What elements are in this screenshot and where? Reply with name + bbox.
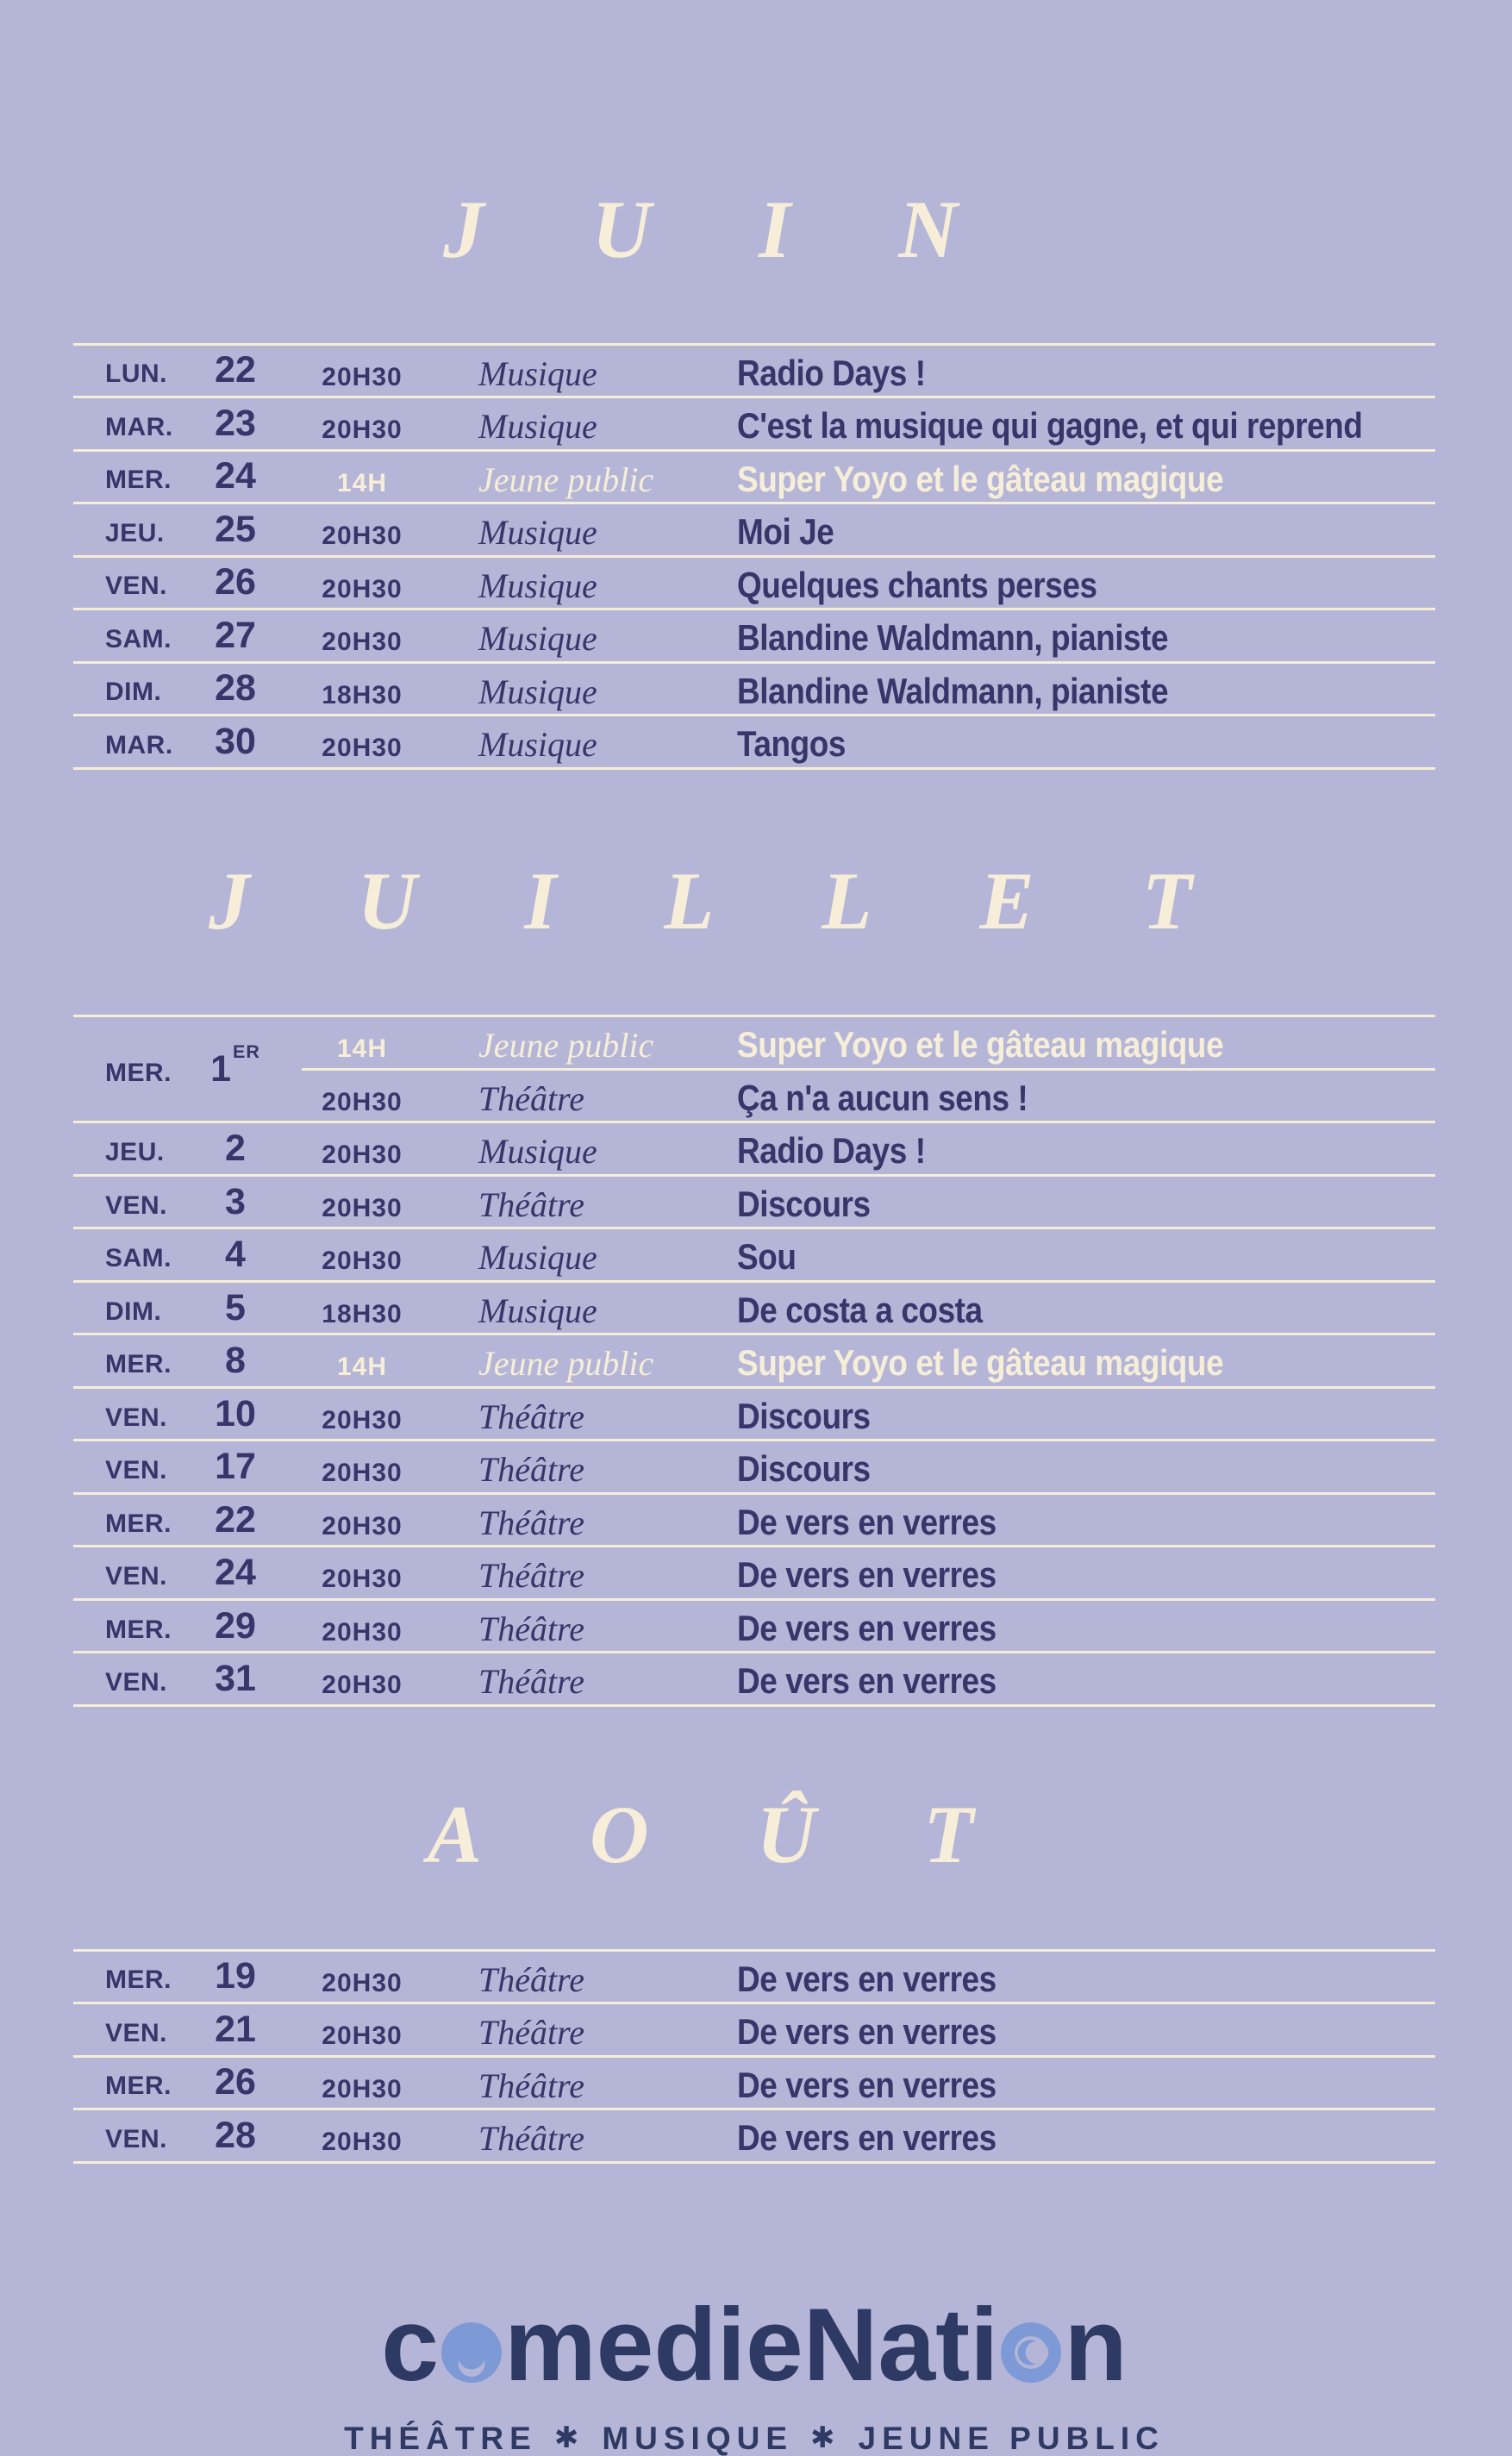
event-date-block <box>73 455 302 497</box>
comedie-nation-logo <box>73 2286 1435 2403</box>
date-number: 31 <box>215 1658 256 1700</box>
tagline <box>73 2422 1435 2454</box>
day-label: MER. <box>105 2072 172 2101</box>
event-date-block <box>73 720 302 762</box>
event-entry <box>302 2004 1435 2055</box>
event-row <box>73 504 1435 558</box>
time-label: 18H30 <box>322 1299 403 1328</box>
date-label <box>188 1041 283 1090</box>
date-number: 30 <box>215 720 256 762</box>
date-label <box>188 349 283 391</box>
event-entry <box>302 1177 1435 1228</box>
event-entries <box>302 452 1435 503</box>
event-entry <box>302 1601 1435 1652</box>
show-title: Discours <box>737 1395 871 1436</box>
event-date-block <box>73 1604 302 1647</box>
date-number: 26 <box>215 2061 256 2103</box>
day-label: VEN. <box>105 1403 168 1432</box>
date-number: 26 <box>215 561 256 603</box>
day-label: VEN. <box>105 1191 168 1220</box>
event-date-block <box>73 1128 302 1170</box>
event-date-block <box>73 667 302 709</box>
event-row <box>73 664 1435 717</box>
event-date-block <box>73 349 302 391</box>
date-number: 24 <box>215 1552 256 1594</box>
time-label: 20H30 <box>322 1247 403 1276</box>
category-label: Jeune public <box>478 1026 654 1066</box>
event-entry <box>302 2058 1435 2109</box>
category-label: Théâtre <box>478 1397 584 1436</box>
show-title: De vers en verres <box>737 1501 997 1542</box>
show-title: Blandine Waldmann, pianiste <box>737 670 1169 711</box>
event-row <box>73 1123 1435 1177</box>
event-entry <box>302 504 1435 555</box>
show-title: C'est la musique qui gagne, et qui reprend <box>737 405 1363 447</box>
day-label: JEU. <box>105 1138 165 1167</box>
date-number: 22 <box>215 1498 256 1540</box>
event-entry <box>302 1653 1435 1704</box>
event-row <box>73 1017 1435 1123</box>
event-row <box>73 398 1435 452</box>
date-number: 4 <box>225 1234 246 1276</box>
date-label <box>188 1955 283 1997</box>
event-entry <box>302 1952 1435 2003</box>
event-date-block <box>73 1552 302 1594</box>
date-number: 10 <box>215 1392 256 1434</box>
event-entry <box>302 398 1447 449</box>
month-section <box>73 68 1435 770</box>
logo-text-pre: c <box>381 2286 439 2403</box>
date-number: 29 <box>215 1604 256 1647</box>
date-label <box>188 1446 283 1488</box>
tagline-musique: MUSIQUE <box>602 2420 794 2456</box>
time-label: 20H30 <box>322 416 403 445</box>
event-entry <box>302 1229 1435 1280</box>
time-label: 20H30 <box>322 1511 403 1540</box>
date-number: 24 <box>215 455 256 497</box>
event-entries <box>302 1601 1435 1652</box>
day-label: DIM. <box>105 1297 162 1326</box>
day-label: VEN. <box>105 572 168 601</box>
category-label: Musique <box>478 619 597 659</box>
category-label: Théâtre <box>478 2119 584 2159</box>
month-title: JUIN <box>443 183 1065 275</box>
month-section <box>73 838 1435 1707</box>
month-title: JUILLET <box>209 855 1300 947</box>
date-number: 25 <box>215 508 256 550</box>
event-entries <box>302 716 1435 767</box>
event-row <box>73 2110 1435 2164</box>
day-label: MER. <box>105 1509 172 1538</box>
date-label <box>188 1552 283 1594</box>
date-label <box>188 667 283 709</box>
event-entries <box>302 1441 1435 1492</box>
event-entries <box>302 1952 1435 2003</box>
month-table <box>73 1015 1435 1707</box>
category-label: Musique <box>478 1290 597 1330</box>
event-row <box>73 346 1435 399</box>
day-label: JEU. <box>105 518 165 547</box>
tagline-jeune-public: JEUNE PUBLIC <box>858 2420 1165 2456</box>
event-row <box>73 1389 1435 1442</box>
event-date-block <box>73 1180 302 1222</box>
date-label <box>188 1658 283 1700</box>
event-entry <box>302 1283 1435 1334</box>
show-title: De costa a costa <box>737 1289 983 1330</box>
show-title: Blandine Waldmann, pianiste <box>737 617 1169 659</box>
date-number: 17 <box>215 1446 256 1488</box>
date-label <box>188 1340 283 1382</box>
time-label: 20H30 <box>322 1193 403 1222</box>
time-label: 20H30 <box>322 2022 403 2051</box>
event-entries <box>302 1123 1435 1174</box>
event-row <box>73 1335 1435 1389</box>
event-entry <box>302 1441 1435 1492</box>
month-table <box>73 1949 1435 2164</box>
day-label: MER. <box>105 1350 172 1379</box>
event-entry <box>302 664 1435 715</box>
category-label: Théâtre <box>478 1556 584 1596</box>
day-label: VEN. <box>105 1456 168 1485</box>
day-label: MAR. <box>105 412 173 441</box>
time-label: 20H30 <box>322 1968 403 1997</box>
day-label: MER. <box>105 1965 172 1995</box>
date-label <box>188 1604 283 1647</box>
event-date-block <box>73 2008 302 2050</box>
asterisk-icon: ✱ <box>553 2420 585 2455</box>
show-title: Tangos <box>737 723 847 765</box>
event-entries <box>302 1283 1435 1334</box>
event-date-block <box>73 1234 302 1276</box>
event-date-block <box>73 402 302 444</box>
time-label: 20H30 <box>322 1617 403 1647</box>
event-entries <box>302 1335 1435 1386</box>
day-label: MER. <box>105 466 172 495</box>
event-date-block <box>73 1041 302 1090</box>
date-number: 19 <box>215 1955 256 1997</box>
event-entries <box>302 504 1435 555</box>
event-entry <box>302 2110 1435 2161</box>
event-row <box>73 2004 1435 2058</box>
program-poster <box>0 68 1512 2456</box>
date-label <box>188 614 283 656</box>
time-label: 14H <box>336 468 388 497</box>
event-row <box>73 1283 1435 1336</box>
time-label: 20H30 <box>322 1087 403 1116</box>
event-entry <box>302 1123 1435 1174</box>
date-label <box>188 561 283 603</box>
event-row <box>73 1547 1435 1601</box>
category-label: Théâtre <box>478 1609 584 1648</box>
category-label: Théâtre <box>478 2013 584 2053</box>
time-label: 20H30 <box>322 628 403 657</box>
date-label <box>188 2114 283 2156</box>
show-title: De vers en verres <box>737 2064 997 2105</box>
day-label: VEN. <box>105 2018 168 2047</box>
category-label: Théâtre <box>478 1184 584 1224</box>
event-row <box>73 558 1435 611</box>
event-row <box>73 610 1435 664</box>
event-row <box>73 1952 1435 2005</box>
event-entries <box>302 1389 1435 1440</box>
time-label: 14H <box>336 1034 388 1064</box>
show-title: De vers en verres <box>737 2117 997 2159</box>
show-title: De vers en verres <box>737 1607 997 1648</box>
date-superscript: ER <box>233 1041 260 1062</box>
show-title: De vers en verres <box>737 2011 997 2053</box>
event-row <box>73 716 1435 770</box>
show-title: Sou <box>737 1236 797 1278</box>
day-label: MER. <box>105 1615 172 1644</box>
category-label: Théâtre <box>478 1662 584 1702</box>
event-entries <box>302 2110 1435 2161</box>
category-label: Musique <box>478 1132 597 1172</box>
time-label: 20H30 <box>322 1459 403 1488</box>
event-entries <box>302 1547 1435 1598</box>
category-label: Musique <box>478 1238 597 1278</box>
category-label: Musique <box>478 725 597 765</box>
event-date-block <box>73 1392 302 1434</box>
date-label <box>188 2008 283 2050</box>
event-row <box>73 1601 1435 1654</box>
date-label <box>188 455 283 497</box>
month-title: AOÛT <box>427 1789 1082 1881</box>
event-entry <box>302 1068 1435 1122</box>
event-row <box>73 1495 1435 1548</box>
event-date-block <box>73 2061 302 2103</box>
event-entries <box>302 2058 1435 2109</box>
event-entry <box>302 452 1435 503</box>
moon-crescent-icon <box>1001 2322 1061 2383</box>
event-entries <box>302 558 1435 609</box>
day-label: LUN. <box>105 359 167 389</box>
day-label: VEN. <box>105 1668 168 1697</box>
date-number: 2 <box>225 1128 246 1170</box>
event-entries <box>302 664 1435 715</box>
show-title: De vers en verres <box>737 1660 997 1702</box>
category-label: Théâtre <box>478 1959 584 1999</box>
date-number: 27 <box>215 614 256 656</box>
category-label: Musique <box>478 513 597 553</box>
date-label <box>188 402 283 444</box>
category-label: Théâtre <box>478 1450 584 1490</box>
show-title: Quelques chants perses <box>737 564 1097 605</box>
event-entries <box>302 1653 1435 1704</box>
event-row <box>73 2058 1435 2111</box>
event-entries <box>302 1495 1435 1546</box>
time-label: 20H30 <box>322 734 403 763</box>
logo-text-end: n <box>1064 2286 1128 2403</box>
event-entry <box>302 1547 1435 1598</box>
month-sections <box>73 68 1435 2164</box>
date-number: 3 <box>225 1180 246 1222</box>
event-date-block <box>73 614 302 656</box>
event-entry <box>302 558 1435 609</box>
event-entries <box>302 1017 1435 1121</box>
asterisk-icon: ✱ <box>810 2420 841 2455</box>
footer <box>73 2286 1435 2456</box>
date-number: 28 <box>215 667 256 709</box>
event-entries <box>302 610 1435 661</box>
event-date-block <box>73 1446 302 1488</box>
time-label: 20H30 <box>322 1405 403 1434</box>
category-label: Théâtre <box>478 2065 584 2105</box>
day-label: MER. <box>105 1058 172 1087</box>
show-title: Discours <box>737 1183 871 1224</box>
event-date-block <box>73 1955 302 1997</box>
date-number: 28 <box>215 2114 256 2156</box>
month-table <box>73 343 1435 770</box>
event-entry <box>302 1017 1435 1068</box>
time-label: 14H <box>336 1353 388 1382</box>
category-label: Théâtre <box>478 1503 584 1542</box>
day-label: DIM. <box>105 678 162 707</box>
show-title: De vers en verres <box>737 1958 997 1999</box>
event-row <box>73 1177 1435 1230</box>
category-label: Jeune public <box>478 1344 654 1384</box>
category-label: Musique <box>478 566 597 605</box>
date-number: 5 <box>225 1286 246 1328</box>
date-number: 8 <box>225 1340 246 1382</box>
tagline-theatre: THÉÂTRE <box>344 2420 537 2456</box>
category-label: Musique <box>478 407 597 447</box>
date-label <box>188 1234 283 1276</box>
show-title: Discours <box>737 1448 871 1490</box>
category-label: Jeune public <box>478 459 654 499</box>
day-label: SAM. <box>105 1244 172 1273</box>
date-label <box>188 1498 283 1540</box>
date-label <box>188 508 283 550</box>
event-entries <box>302 1229 1435 1280</box>
event-entries <box>302 1177 1435 1228</box>
show-title: Moi Je <box>737 511 834 553</box>
show-title: Radio Days ! <box>737 1130 926 1172</box>
event-date-block <box>73 508 302 550</box>
event-date-block <box>73 561 302 603</box>
show-title: De vers en verres <box>737 1554 997 1596</box>
show-title: Super Yoyo et le gâteau magique <box>737 1024 1224 1066</box>
event-date-block <box>73 1498 302 1540</box>
date-number: 22 <box>215 349 256 391</box>
event-row <box>73 1653 1435 1707</box>
event-entries <box>302 2004 1435 2055</box>
date-label <box>188 1392 283 1434</box>
event-entry <box>302 1389 1435 1440</box>
category-label: Théâtre <box>478 1078 584 1118</box>
date-number: 1 <box>210 1047 232 1090</box>
show-title: Ça n'a aucun sens ! <box>737 1077 1028 1118</box>
event-entry <box>302 346 1435 397</box>
date-number: 23 <box>215 402 256 444</box>
time-label: 20H30 <box>322 1671 403 1700</box>
time-label: 18H30 <box>322 680 403 709</box>
time-label: 20H30 <box>322 2128 403 2157</box>
date-label <box>188 1180 283 1222</box>
event-entry <box>302 1335 1435 1386</box>
event-row <box>73 452 1435 505</box>
event-entry <box>302 716 1435 767</box>
time-label: 20H30 <box>322 362 403 391</box>
event-date-block <box>73 1658 302 1700</box>
event-entries <box>302 398 1447 449</box>
event-date-block <box>73 2114 302 2156</box>
time-label: 20H30 <box>322 522 403 551</box>
category-label: Musique <box>478 353 597 393</box>
event-date-block <box>73 1286 302 1328</box>
date-label <box>188 720 283 762</box>
logo-text-mid: medieNati <box>503 2286 999 2403</box>
date-label <box>188 2061 283 2103</box>
show-title: Super Yoyo et le gâteau magique <box>737 458 1224 499</box>
moon-smile-icon <box>441 2322 502 2383</box>
date-label <box>188 1286 283 1328</box>
event-row <box>73 1441 1435 1495</box>
event-entry <box>302 1495 1435 1546</box>
event-entry <box>302 610 1435 661</box>
day-label: SAM. <box>105 624 172 653</box>
event-date-block <box>73 1340 302 1382</box>
day-label: VEN. <box>105 2124 168 2153</box>
event-row <box>73 1229 1435 1283</box>
category-label: Musique <box>478 672 597 711</box>
date-label <box>188 1128 283 1170</box>
month-section <box>73 1775 1435 2164</box>
day-label: MAR. <box>105 730 173 759</box>
date-number: 21 <box>215 2008 256 2050</box>
show-title: Radio Days ! <box>737 352 926 393</box>
time-label: 20H30 <box>322 574 403 603</box>
show-title: Super Yoyo et le gâteau magique <box>737 1342 1224 1384</box>
time-label: 20H30 <box>322 2074 403 2103</box>
time-label: 20H30 <box>322 1141 403 1170</box>
day-label: VEN. <box>105 1562 168 1591</box>
event-entries <box>302 346 1435 397</box>
time-label: 20H30 <box>322 1565 403 1594</box>
